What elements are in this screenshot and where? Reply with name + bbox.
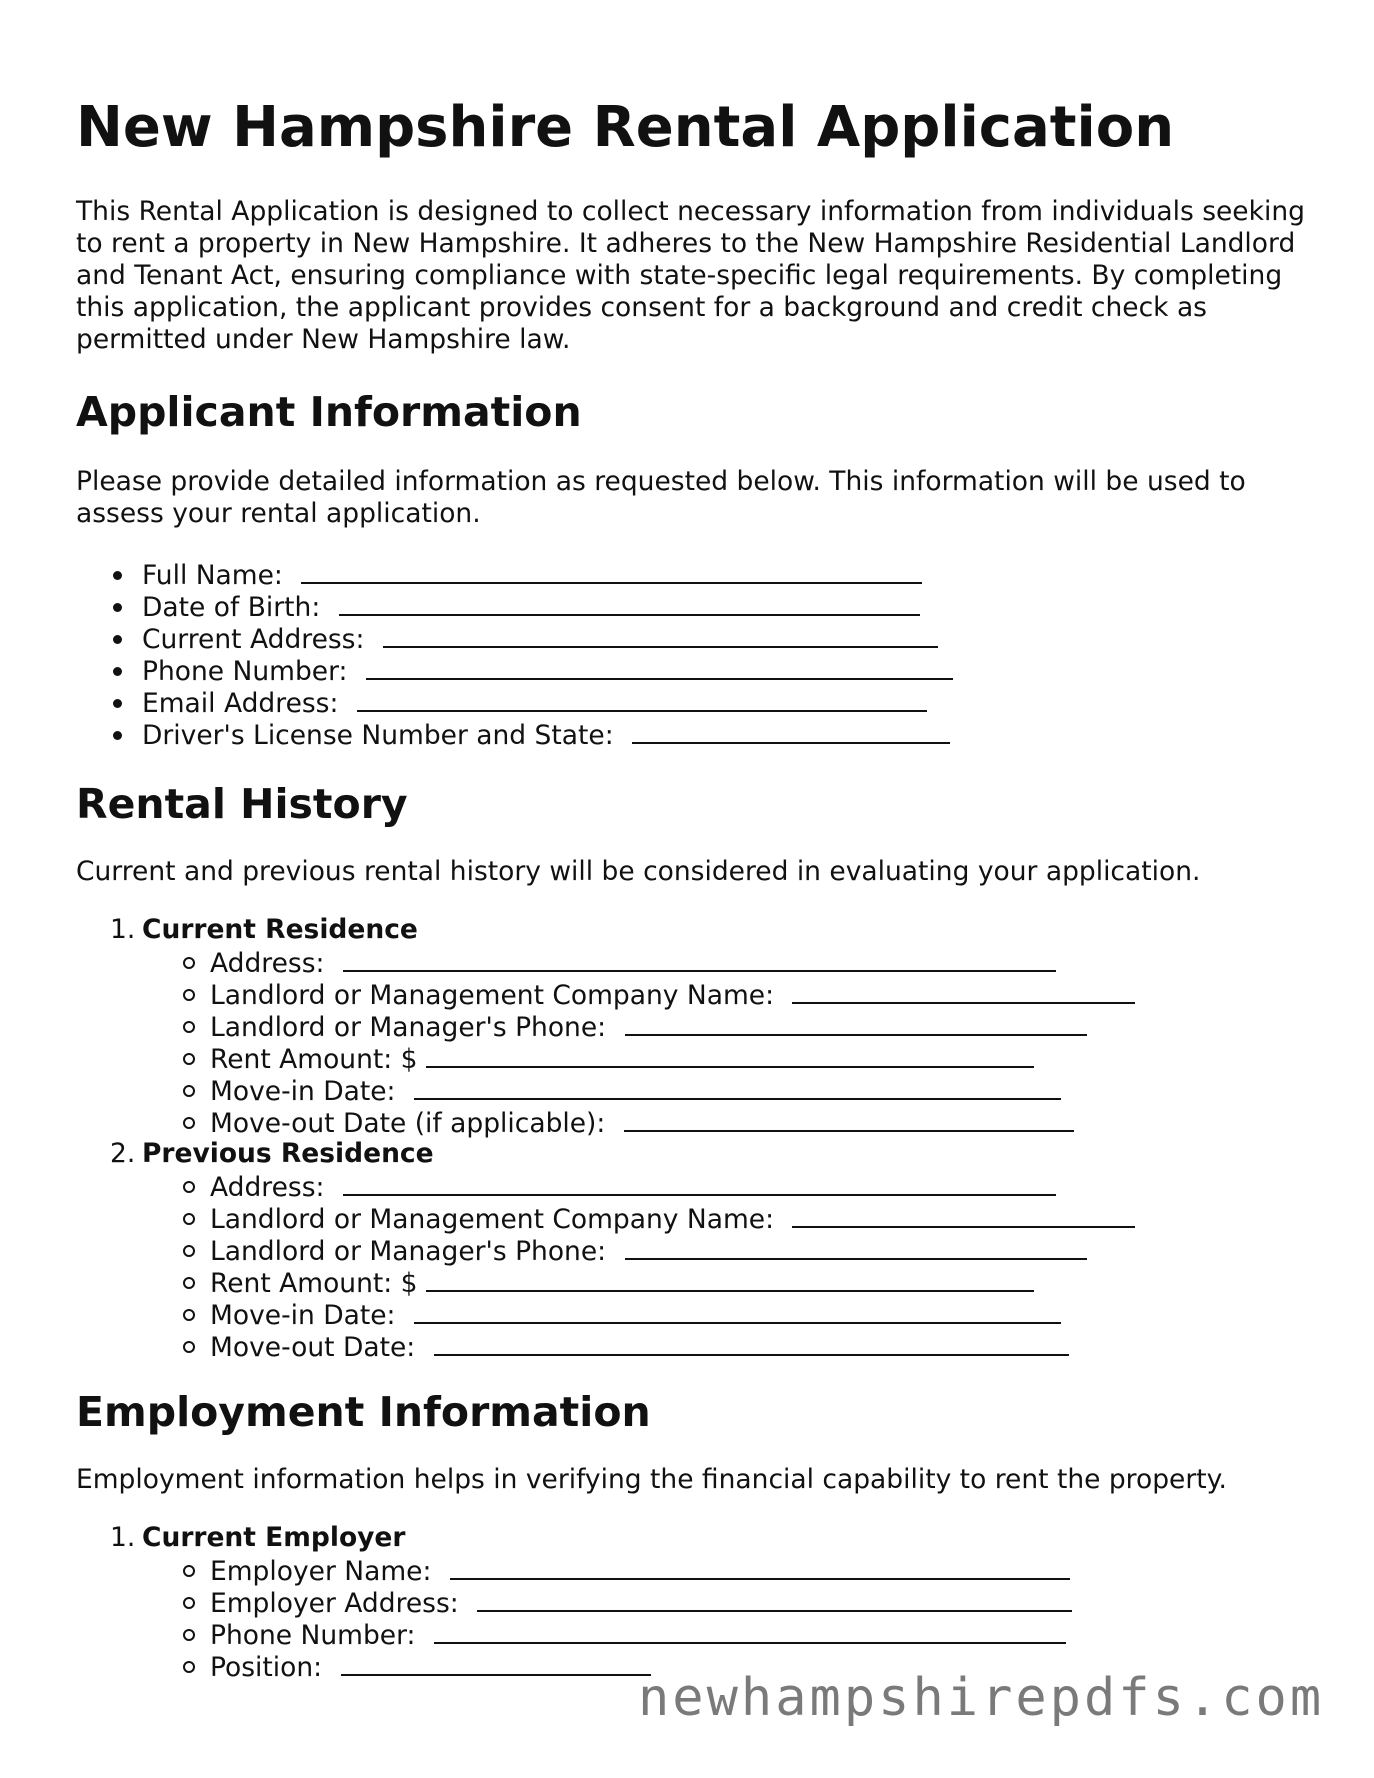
circle-bullet-icon <box>183 1309 195 1321</box>
field-drivers-license <box>76 718 953 750</box>
employer-address-input[interactable] <box>477 1586 1072 1612</box>
circle-bullet-icon <box>183 1565 195 1577</box>
circle-bullet-icon <box>183 1245 195 1257</box>
employment-heading: Employment Information <box>76 1388 651 1436</box>
bullet-icon <box>113 699 122 708</box>
current-address-input[interactable] <box>383 622 938 648</box>
circle-bullet-icon <box>183 1277 195 1289</box>
previous-rent-amount-input[interactable] <box>426 1266 1034 1292</box>
circle-bullet-icon <box>183 1085 195 1097</box>
current-move-in-field <box>142 1074 1135 1106</box>
field-full-name <box>76 558 953 590</box>
field-label: Move-in Date: <box>210 1076 396 1107</box>
circle-bullet-icon <box>183 1341 195 1353</box>
field-label: Employer Address: <box>210 1588 459 1619</box>
circle-bullet-icon <box>183 1629 195 1641</box>
drivers-license-input[interactable] <box>632 718 950 744</box>
previous-landlord-name-field <box>142 1202 1135 1234</box>
applicant-heading: Applicant Information <box>76 388 582 436</box>
rental-history-list <box>76 914 1135 1362</box>
field-label: Landlord or Management Company Name: <box>210 980 774 1011</box>
field-phone-number <box>76 654 953 686</box>
current-residence-title: Current Residence <box>142 914 418 945</box>
previous-move-out-field <box>142 1330 1135 1362</box>
current-residence-group <box>76 914 1135 1138</box>
previous-address-field <box>142 1170 1135 1202</box>
current-residence-fields <box>142 946 1135 1138</box>
current-landlord-name-input[interactable] <box>792 978 1135 1004</box>
list-number: 2. <box>110 1138 136 1169</box>
current-move-out-input[interactable] <box>624 1106 1074 1132</box>
previous-landlord-name-input[interactable] <box>792 1202 1135 1228</box>
applicant-field-list <box>76 558 953 750</box>
email-address-input[interactable] <box>357 686 927 712</box>
document-title: New Hampshire Rental Application <box>76 95 1175 160</box>
current-landlord-phone-field <box>142 1010 1135 1042</box>
previous-residence-fields <box>142 1170 1135 1362</box>
previous-landlord-phone-field <box>142 1234 1135 1266</box>
current-address-field <box>142 946 1135 978</box>
current-employer-group <box>76 1522 1072 1682</box>
current-move-in-input[interactable] <box>414 1074 1061 1100</box>
intro-paragraph: This Rental Application is designed to collect necessary information from individuals seeking to rent a property in New Hampshire. It adheres to the New Hampshire Residential Landlord and Tenant Act, ensuring compliance with state-specific legal requirements. By completing this application, the applicant provides consent for a background and credit check as permitted under New Hampshire law. <box>76 196 1305 355</box>
field-label: Address: <box>210 948 325 979</box>
previous-move-in-input[interactable] <box>414 1298 1061 1324</box>
field-label: Phone Number: <box>210 1620 416 1651</box>
bullet-icon <box>113 603 122 612</box>
previous-move-in-field <box>142 1298 1135 1330</box>
list-number: 1. <box>110 914 136 945</box>
circle-bullet-icon <box>183 957 195 969</box>
employer-position-input[interactable] <box>341 1650 651 1676</box>
current-landlord-name-field <box>142 978 1135 1010</box>
current-move-out-field <box>142 1106 1135 1138</box>
previous-residence-title: Previous Residence <box>142 1138 434 1169</box>
field-label: Move-in Date: <box>210 1300 396 1331</box>
field-label: Employer Name: <box>210 1556 432 1587</box>
bullet-icon <box>113 731 122 740</box>
date-of-birth-input[interactable] <box>339 590 920 616</box>
field-label: Landlord or Manager's Phone: <box>210 1012 607 1043</box>
field-label: Current Address: <box>142 624 365 655</box>
phone-number-input[interactable] <box>366 654 953 680</box>
circle-bullet-icon <box>183 1117 195 1129</box>
previous-residence-address-input[interactable] <box>343 1170 1056 1196</box>
current-landlord-phone-input[interactable] <box>625 1010 1087 1036</box>
current-employer-fields <box>142 1554 1072 1682</box>
rental-history-heading: Rental History <box>76 780 408 828</box>
bullet-icon <box>113 635 122 644</box>
field-label: Rent Amount: $ <box>210 1044 418 1075</box>
employer-name-input[interactable] <box>450 1554 1070 1580</box>
circle-bullet-icon <box>183 1213 195 1225</box>
employment-description: Employment information helps in verifying the financial capability to rent the property. <box>76 1464 1227 1495</box>
circle-bullet-icon <box>183 1021 195 1033</box>
field-label: Full Name: <box>142 560 283 591</box>
previous-move-out-input[interactable] <box>434 1330 1069 1356</box>
previous-residence-group <box>76 1138 1135 1362</box>
current-rent-amount-input[interactable] <box>426 1042 1034 1068</box>
circle-bullet-icon <box>183 989 195 1001</box>
field-label: Move-out Date: <box>210 1332 416 1363</box>
list-number: 1. <box>110 1522 136 1553</box>
employer-name-field <box>142 1554 1072 1586</box>
field-label: Phone Number: <box>142 656 348 687</box>
full-name-input[interactable] <box>301 558 922 584</box>
current-employer-title: Current Employer <box>142 1522 406 1553</box>
field-label: Email Address: <box>142 688 339 719</box>
field-label: Driver's License Number and State: <box>142 720 614 751</box>
field-label: Landlord or Manager's Phone: <box>210 1236 607 1267</box>
field-label: Move-out Date (if applicable): <box>210 1108 606 1139</box>
bullet-icon <box>113 667 122 676</box>
field-current-address <box>76 622 953 654</box>
employer-phone-field <box>142 1618 1072 1650</box>
current-residence-address-input[interactable] <box>343 946 1056 972</box>
employer-phone-input[interactable] <box>434 1618 1066 1644</box>
circle-bullet-icon <box>183 1597 195 1609</box>
circle-bullet-icon <box>183 1053 195 1065</box>
employment-list <box>76 1522 1072 1682</box>
rental-history-description: Current and previous rental history will be considered in evaluating your application. <box>76 856 1201 887</box>
field-label: Position: <box>210 1652 323 1683</box>
field-label: Rent Amount: $ <box>210 1268 418 1299</box>
previous-landlord-phone-input[interactable] <box>625 1234 1087 1260</box>
field-label: Date of Birth: <box>142 592 321 623</box>
watermark-text: newhampshirepdfs.com <box>638 1668 1325 1728</box>
circle-bullet-icon <box>183 1661 195 1673</box>
bullet-icon <box>113 571 122 580</box>
circle-bullet-icon <box>183 1181 195 1193</box>
applicant-description: Please provide detailed information as requested below. This information will be used to assess your rental application. <box>76 466 1246 529</box>
field-email-address <box>76 686 953 718</box>
field-date-of-birth <box>76 590 953 622</box>
field-label: Landlord or Management Company Name: <box>210 1204 774 1235</box>
previous-rent-amount-field <box>142 1266 1135 1298</box>
field-label: Address: <box>210 1172 325 1203</box>
current-rent-amount-field <box>142 1042 1135 1074</box>
employer-address-field <box>142 1586 1072 1618</box>
